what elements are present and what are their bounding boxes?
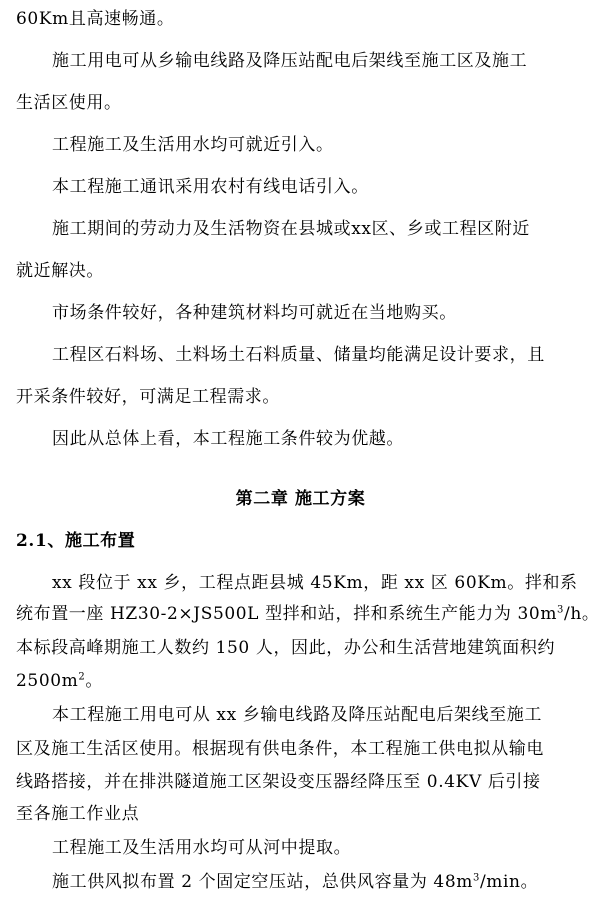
text-span: 统布置一座 HZ30-2×JS500L 型拌和站，拌和系统生产能力为 30m (16, 604, 558, 624)
text-span: 施工供风拟布置 2 个固定空压站，总供风容量为 48m (52, 872, 473, 892)
paragraph-line (0, 670, 601, 692)
chapter-title: 第二章 施工方案 (235, 489, 366, 509)
paragraph-line: 本工程施工通讯采用农村有线电话引入。 (52, 177, 369, 197)
paragraph-line: 生活区使用。 (16, 93, 122, 113)
paragraph-line: 60Km且高速畅通。 (16, 9, 175, 29)
text-span: 。 (85, 671, 103, 691)
superscript: 2 (78, 671, 86, 683)
section-title: 2.1、施工布置 (16, 531, 136, 551)
paragraph-line (0, 871, 601, 893)
paragraph-line: 工程施工及生活用水均可从河中提取。 (52, 838, 352, 858)
paragraph-line: 区及施工生活区使用。根据现有供电条件，本工程施工供电拟从输电 (16, 739, 544, 759)
paragraph-line: 本工程施工用电可从 xx 乡输电线路及降压站配电后架线至施工 (52, 705, 542, 725)
paragraph-line: xx 段位于 xx 乡，工程点距县城 45Km，距 xx 区 60Km。拌和系 (52, 573, 578, 593)
paragraph-line: 工程施工及生活用水均可就近引入。 (52, 135, 334, 155)
paragraph-line: 本标段高峰期施工人数约 150 人，因此，办公和生活营地建筑面积约 (16, 638, 556, 658)
paragraph-line: 开采条件较好，可满足工程需求。 (16, 387, 280, 407)
paragraph-line: 工程区石料场、土料场土石料质量、储量均能满足设计要求，且 (52, 345, 545, 365)
paragraph-line: 至各施工作业点 (16, 804, 140, 824)
superscript: 3 (472, 872, 480, 884)
paragraph-line: 就近解决。 (16, 261, 104, 281)
text-span: 2500m (16, 671, 79, 691)
text-span: /h。 (564, 604, 600, 624)
paragraph-line: 线路搭接，并在排洪隧道施工区架设变压器经降压至 0.4KV 后引接 (16, 772, 541, 792)
text-span: /min。 (479, 872, 539, 892)
paragraph-line: 因此从总体上看，本工程施工条件较为优越。 (52, 429, 404, 449)
paragraph-line: 市场条件较好，各种建筑材料均可就近在当地购买。 (52, 303, 457, 323)
superscript: 3 (557, 604, 565, 616)
paragraph-line: 施工用电可从乡输电线路及降压站配电后架线至施工区及施工 (52, 51, 528, 71)
paragraph-line: 施工期间的劳动力及生活物资在县城或xx区、乡或工程区附近 (52, 219, 530, 239)
paragraph-line (0, 603, 601, 625)
